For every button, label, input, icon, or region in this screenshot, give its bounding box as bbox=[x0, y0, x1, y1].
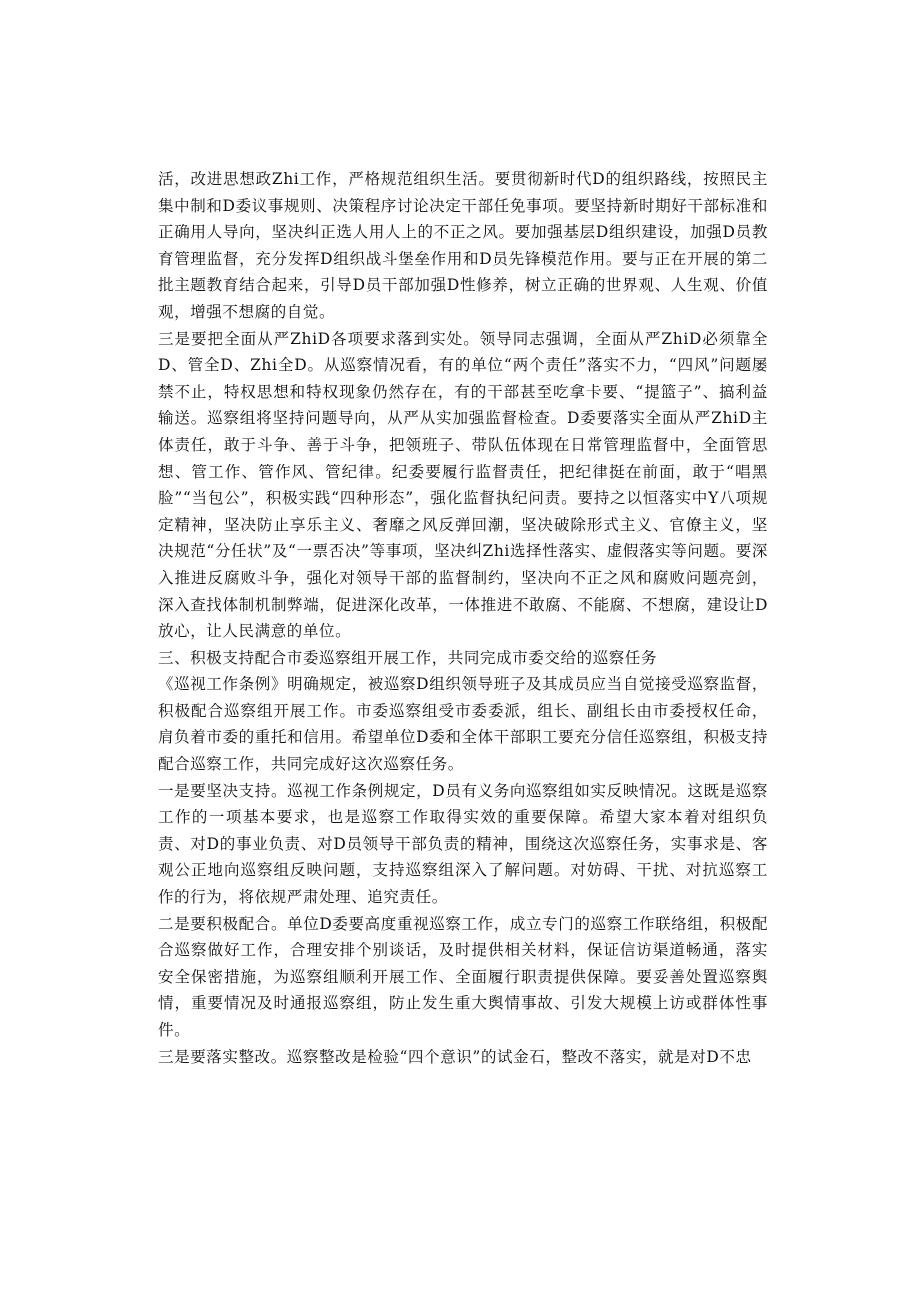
paragraph-6: 二是要积极配合。单位D委要高度重视巡察工作，成立专门的巡察工作联络组，积极配合巡察做好工作，合理安排个别谈话，及时提供相关材料，保证信访渠道畅通，落实安全保密措施，为巡察组顺利开展工作、全面履行职责提供保障。要妥善处置巡察舆情，重要情况及时通报巡察组，防止发生重大舆情事故、引发大规模上访或群体性事件。 bbox=[158, 914, 768, 1039]
paragraph-7: 三是要落实整改。巡察整改是检验“四个意识”的试金石，整改不落实，就是对D不忠 bbox=[158, 1047, 752, 1066]
paragraph-5: 一是要坚决支持。巡视工作条例规定，D员有义务向巡察组如实反映情况。这既是巡察工作的一项基本要求，也是巡察工作取得实效的重要保障。希望大家本着对组织负责、对D的事业负责、对D员领导干部负责的精神，围绕这次巡察任务，实事求是、客观公正地向巡察组反映问题，支持巡察组深入了解问题。对妨碍、干扰、对抗巡察工作的行为，将依规严肃处理、追究责任。 bbox=[158, 781, 768, 907]
paragraph-1: 活，改进思想政Zhi工作，严格规范组织生活。要贯彻新时代D的组织路线，按照民主集中制和D委议事规则、决策程序讨论决定干部任免事项。要坚持新时期好干部标准和正确用人导向，坚决纠正选人用人上的不正之风。要加强基层D组织建设，加强D员教育管理监督，充分发挥D组织战斗堡垒作用和D员先锋模范作用。要与正在开展的第二批主题教育结合起来，引导D员干部加强D性修养，树立正确的世界观、人生观、价值观，增强不想腐的自觉。 bbox=[158, 170, 768, 321]
section-heading-3: 三、积极支持配合市委巡察组开展工作，共同完成市委交给的巡察任务 bbox=[158, 648, 658, 667]
paragraph-4: 《巡视工作条例》明确规定，被巡察D组织领导班子及其成员应当自觉接受巡察监督，积极配合巡察组开展工作。市委巡察组受市委委派，组长、副组长由市委授权任命，肩负着市委的重托和信用。希望单位D委和全体干部职工要充分信任巡察组，积极支持配合巡察工作，共同完成好这次巡察任务。 bbox=[158, 675, 768, 774]
document-body bbox=[158, 166, 768, 1070]
paragraph-2: 三是要把全面从严ZhiD各项要求落到实处。领导同志强调，全面从严ZhiD必须靠全D、管全D、Zhi全D。从巡察情况看，有的单位“两个责任”落实不力，“四风”问题屡禁不止，特权思想和特权现象仍然存在，有的干部甚至吃拿卡要、“提篮子”、搞利益输送。巡察组将坚持问题导向，从严从实加强监督检查。D委要落实全面从严ZhiD主体责任，敢于斗争、善于斗争，把领班子、带队伍体现在日常管理监督中，全面管思想、管工作、管作风、管纪律。纪委要履行监督责任，把纪律挺在前面，敢于“唱黑脸”“当包公”，积极实践“四种形态”，强化监督执纪问责。要持之以恒落实中Y八项规定精神，坚决防止享乐主义、奢靡之风反弹回潮，坚决破除形式主义、官僚主义，坚决规范“分任状”及“一票否决”等事项，坚决纠Zhi选择性落实、虚假落实等问题。要深入推进反腐败斗争，强化对领导干部的监督制约，坚决向不正之风和腐败问题亮剑，深入查找体制机制弊端，促进深化改革，一体推进不敢腐、不能腐、不想腐，建设让D放心，让人民满意的单位。 bbox=[158, 329, 768, 641]
